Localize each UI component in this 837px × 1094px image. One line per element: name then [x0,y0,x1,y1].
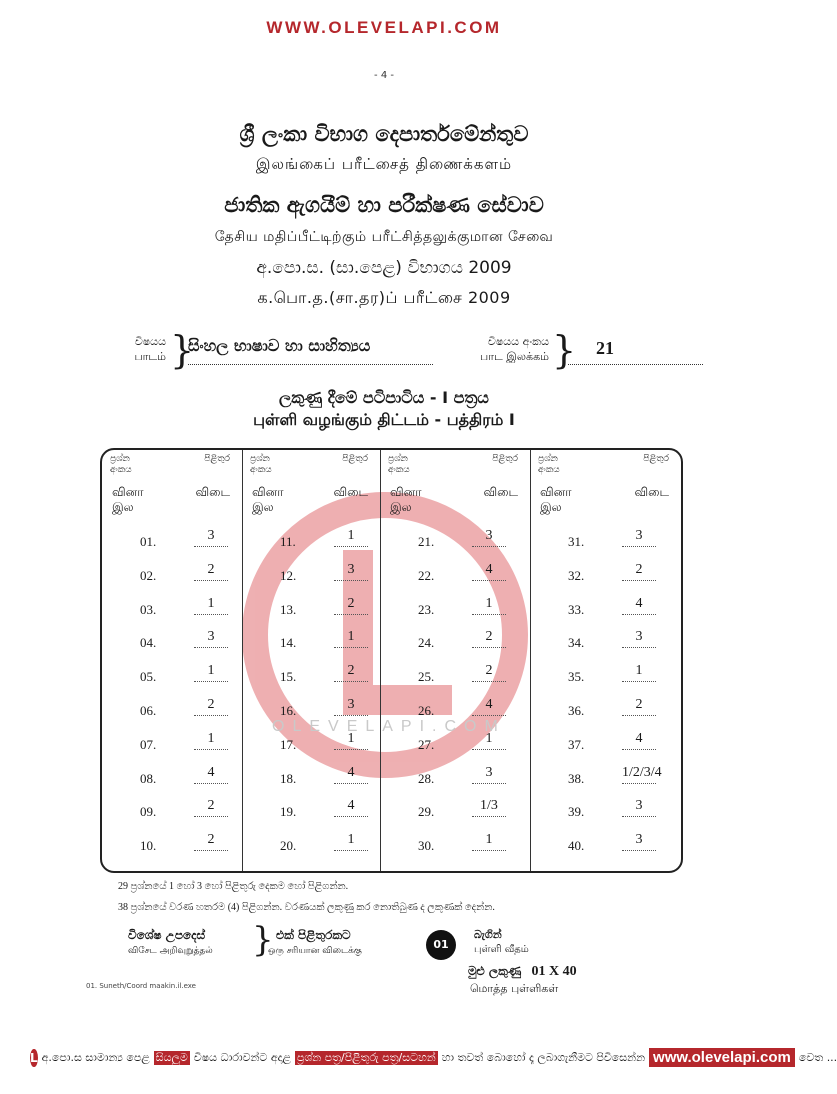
per-answer-tamil: ஒரு சரியான விடைக்கு [268,946,362,956]
page-number: - 4 - [374,70,394,81]
answer-row [242,830,380,860]
answer-value: 1 [472,830,506,851]
question-number: 16. [280,703,297,718]
answer-value: 3 [472,526,506,547]
footer-site-link[interactable]: www.olevelapi.com [649,1048,795,1067]
subject-dotted-line [188,364,433,365]
subject-code-label-tamil: பாட இலக்கம் [480,350,549,363]
answer-row [530,560,681,590]
question-number: 12. [280,567,297,583]
footer-text-3: හා තවත් බොහෝ දෑ ලබාගැනීමට පිවිසෙන්න [441,1050,646,1064]
question-number: 19. [280,804,297,820]
answer-row [530,594,681,624]
answer-value: 3 [194,526,228,547]
column-header [102,454,242,520]
marks-badge: 01 [426,930,456,960]
header-answer-sinhala: පිළිතුර [204,454,230,464]
header-answer-tamil: விடை [634,485,669,499]
answer-value: 2 [334,594,368,615]
question-number: 01. [140,534,157,549]
question-number: 21. [418,534,435,549]
subject-name: සිංහල භාෂාව හා සාහිත්‍යය [188,336,371,355]
header-answer-sinhala: පිළිතුර [643,454,669,464]
answer-row [102,526,242,556]
question-number: 38. [568,770,585,786]
answer-value: 3 [334,695,368,716]
answer-value: 1 [334,627,368,648]
special-label-tamil: விசேட அறிவுறுத்தல் [128,946,213,956]
site-header-url[interactable]: WWW.OLEVELAPI.COM [266,18,502,37]
question-number: 34. [568,635,585,651]
answer-value: 3 [622,627,656,648]
question-number: 05. [140,669,157,685]
footer-banner [30,1048,837,1067]
answer-row [242,526,380,556]
total-label-tamil: மொத்த புள்ளிகள் [470,982,559,995]
answer-column [380,450,530,871]
answer-value: 4 [472,695,506,716]
header-question-sinhala: ප්‍රශ්න අංකය [538,454,560,475]
marks-each-tamil: புள்ளி வீதம் [474,944,529,955]
question-number: 25. [418,669,435,685]
answer-value: 1/2/3/4 [622,763,656,784]
service-title-tamil: தேசிய மதிப்பீட்டிற்கும் பரீட்சித்தலுக்குமான சேவை [214,229,554,245]
question-number: 08. [140,770,157,786]
note-q38: 38 ප්‍රශ්නයේ වරණ හතරම (4) පිළිගන්න. වරණයක් ලකුණු කර නොතිබුණ ද ලකුණක් දෙන්න. [118,902,495,913]
total-value: 01 X 40 [531,964,577,979]
answer-row [102,729,242,759]
answer-row [380,830,530,860]
column-header [530,454,681,520]
answer-value: 4 [622,594,656,615]
question-number: 15. [280,669,297,685]
total-marks [468,964,577,980]
answer-table [100,448,683,873]
answer-row [380,695,530,725]
answer-row [530,661,681,691]
answer-row [530,526,681,556]
answer-value: 4 [472,560,506,581]
question-number: 14. [280,635,297,651]
answer-row [102,830,242,860]
question-number: 02. [140,567,157,583]
dept-title-sinhala: ශ්‍රී ලංකා විභාග දෙපාර්තමේන්තුව [239,122,529,146]
question-number: 39. [568,804,585,820]
header-answer-tamil: விடை [483,485,518,499]
question-number: 06. [140,703,157,718]
paper-title-sinhala: ලකුණු දීමේ පටිපාටිය - I පත්‍රය [279,388,489,407]
answer-value: 1 [194,594,228,615]
dept-title-tamil: இலங்கைப் பரீட்சைத் திணைக்களம் [255,155,513,173]
question-number: 10. [140,838,157,854]
question-number: 09. [140,804,157,820]
answer-value: 3 [472,763,506,784]
question-number: 22. [418,567,435,583]
answer-row [102,627,242,657]
answer-row [380,594,530,624]
answer-row [380,560,530,590]
header-question-sinhala: ප්‍රශ්න අංකය [110,454,132,475]
header-question-tamil: வினா இல [540,485,572,514]
answer-value: 4 [334,763,368,784]
answer-value: 2 [472,627,506,648]
question-number: 20. [280,838,297,854]
answer-row [102,763,242,793]
answer-row [530,763,681,793]
answer-value: 3 [622,526,656,547]
answer-row [530,729,681,759]
answer-value: 2 [194,695,228,716]
exam-title-tamil: க.பொ.த.(சா.தர)ப் பரீட்சை 2009 [257,288,511,307]
answer-value: 3 [334,560,368,581]
answer-value: 2 [622,560,656,581]
answer-value: 1 [622,661,656,682]
header-answer-sinhala: පිළිතුර [342,454,368,464]
answer-row [102,560,242,590]
answer-row [242,695,380,725]
subject-label [118,334,166,364]
answer-value: 1 [334,830,368,851]
answer-value: 1 [472,729,506,750]
answer-value: 3 [622,796,656,817]
site-logo-icon: L [30,1050,38,1065]
answer-row [380,627,530,657]
question-number: 26. [418,703,435,718]
question-number: 29. [418,804,435,820]
answer-value: 2 [194,796,228,817]
answer-value: 2 [622,695,656,716]
answer-row [242,796,380,826]
answer-value: 4 [622,729,656,750]
answer-row [530,695,681,725]
question-number: 11. [280,534,296,549]
answer-value: 1 [334,526,368,547]
answer-row [380,526,530,556]
header-answer-sinhala: පිළිතුර [492,454,518,464]
answer-row [102,661,242,691]
answer-row [242,729,380,759]
question-number: 18. [280,770,297,786]
note-q29: 29 ප්‍රශ්නයේ 1 හෝ 3 හෝ පිළිතුරු දෙකම හෝ පිළිගන්න. [118,881,349,892]
footer-highlight-1: සියලුම [155,1050,188,1064]
header-question-tamil: வினா இல [112,485,144,514]
answer-row [102,796,242,826]
question-number: 32. [568,567,585,583]
answer-row [380,763,530,793]
answer-value: 2 [194,830,228,851]
answer-row [380,729,530,759]
total-label-sinhala: මුළු ලකුණු [468,964,522,978]
service-title-sinhala: ජාතික ඇගයීම් හා පරීක්ෂණ සේවාව [224,193,544,217]
answer-value: 1/3 [472,796,506,817]
header-question-sinhala: ප්‍රශ්න අංකය [388,454,410,475]
header-question-sinhala: ප්‍රශ්න අංකය [250,454,272,475]
question-number: 27. [418,736,435,752]
watermark-text: OLEVELAPI.COM [272,718,506,735]
brace-glyph: } [170,328,195,372]
question-number: 37. [568,736,585,752]
footer-text-2: විෂය ධාරාවන්ට අදාළ [193,1050,291,1064]
question-number: 33. [568,601,585,617]
special-label-sinhala: විශේෂ උපදෙස් [128,928,206,942]
subject-code-dotted-line [568,364,703,365]
answer-row [530,627,681,657]
question-number: 13. [280,601,297,617]
question-number: 17. [280,736,297,752]
subject-code: 21 [596,338,614,358]
header-question-tamil: வினா இல [390,485,422,514]
answer-row [530,796,681,826]
answer-row [242,763,380,793]
answer-row [242,661,380,691]
answer-value: 3 [622,830,656,851]
question-number: 40. [568,838,585,854]
answer-value: 1 [472,594,506,615]
question-number: 23. [418,601,435,617]
answer-row [380,796,530,826]
question-number: 03. [140,601,157,617]
question-number: 35. [568,669,585,685]
answer-value: 2 [194,560,228,581]
paper-title-tamil: புள்ளி வழங்கும் திட்டம் - பத்திரம் I [253,410,515,429]
footer-text-1: අ.පො.ස සාමාන්‍ය පෙළ [41,1050,150,1064]
brace-glyph: } [252,920,274,960]
answer-value: 3 [194,627,228,648]
answer-value: 1 [194,661,228,682]
marks-each-sinhala: බැගින් [474,928,502,941]
subject-code-label [434,334,549,364]
answer-value: 4 [334,796,368,817]
answer-row [242,594,380,624]
question-number: 07. [140,736,157,752]
answer-value: 1 [194,729,228,750]
answer-column [242,450,380,871]
exam-title-sinhala: අ.පො.ස. (සා.පෙළ) විභාගය 2009 [256,258,512,278]
question-number: 30. [418,838,435,854]
brace-glyph: } [552,328,577,372]
answer-value: 1 [334,729,368,750]
header-question-tamil: வினா இல [252,485,284,514]
answer-row [242,627,380,657]
answer-value: 4 [194,763,228,784]
answer-row [102,594,242,624]
answer-row [530,830,681,860]
special-instruction [128,920,608,964]
question-number: 24. [418,635,435,651]
subject-label-sinhala: විෂයය [134,335,166,348]
subject-code-label-sinhala: විෂයය අංකය [487,335,549,348]
answer-row [102,695,242,725]
per-answer-sinhala: එක් පිළිතුරකට [276,928,351,942]
subject-label-tamil: பாடம் [134,350,166,363]
answer-column [102,450,242,871]
subject-block [118,328,708,380]
answer-row [380,661,530,691]
answer-column [530,450,681,871]
question-number: 36. [568,703,585,718]
column-header [242,454,380,520]
answer-value: 2 [472,661,506,682]
footer-highlight-2: ප්‍රශ්න පත්‍ර/පිළිතුරු පත්‍ර/සටහන් [296,1050,436,1064]
header-answer-tamil: விடை [195,485,230,499]
question-number: 04. [140,635,157,651]
answer-value: 2 [334,661,368,682]
question-number: 28. [418,770,435,786]
reference-code: 01. Suneth/Coord maakin.il.exe [86,982,196,990]
question-number: 31. [568,534,585,549]
header-answer-tamil: விடை [333,485,368,499]
column-header [380,454,530,520]
answer-row [242,560,380,590]
footer-text-4: වෙත ... [798,1050,837,1064]
